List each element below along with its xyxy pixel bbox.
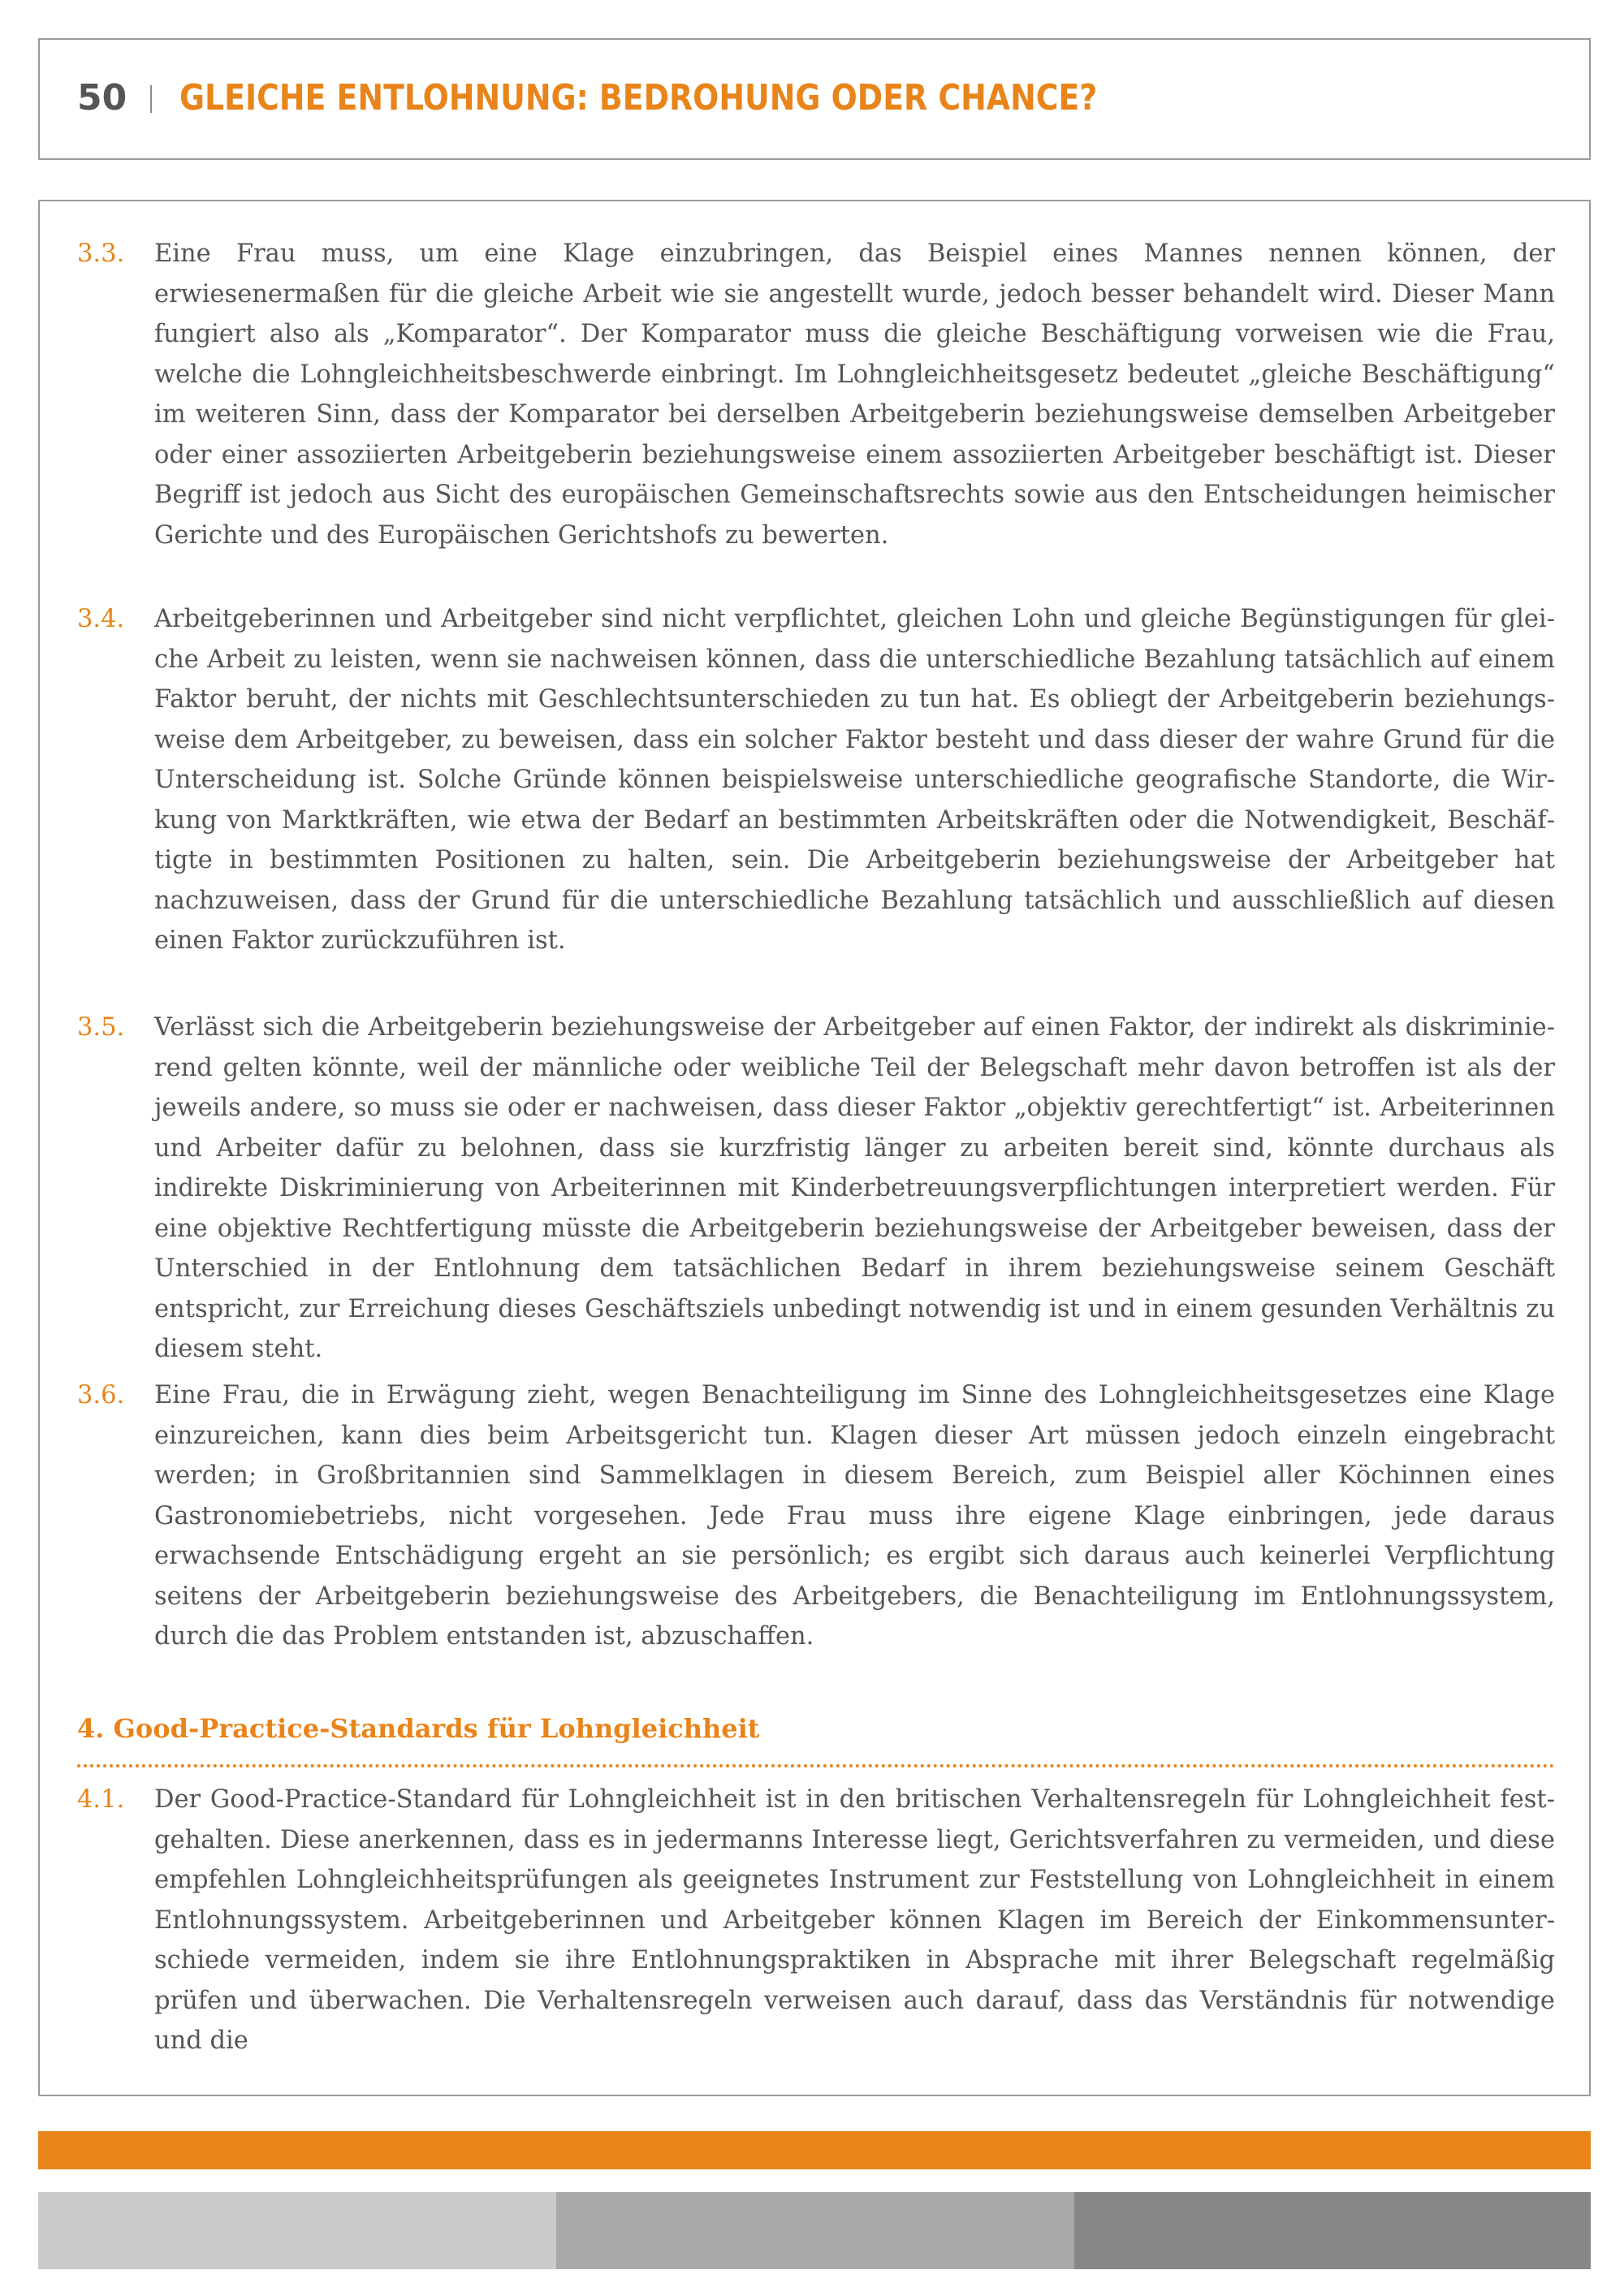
paragraph-number: 3.5.: [77, 1013, 125, 1042]
paragraph-3-6: [77, 1375, 1555, 1657]
paragraph-number: 4.1.: [77, 1785, 125, 1814]
paragraph-text: Arbeitgeberinnen und Arbeitgeber sind nicht verpflichtet, gleichen Lohn und gleiche Begünstigungen für gleiche Arbeit zu leisten, wenn sie nachweisen können, dass die unterschiedliche Bezahlung tatsächlich auf einem Faktor beruht, der nichts mit Geschlechtsunterschieden zu tun hat. Es obliegt der Arbeitgeberin beziehungsweise dem Arbeitgeber, zu beweisen, dass ein solcher Faktor besteht und dass dieser der wahre Grund für die Unterscheidung ist. Solche Gründe können beispielsweise unterschiedliche geografische Standorte, die Wirkung von Marktkräften, wie etwa der Bedarf an bestimmten Arbeitskräften oder die Notwendigkeit, Beschäftigte in bestimmten Positionen zu halten, sein. Die Arbeitgeberin beziehungsweise der Arbeitgeber hat nachzuweisen, dass der Grund für die unterschiedliche Bezahlung tatsächlich und ausschließlich auf diesen einen Faktor zurückzuführen ist.: [154, 605, 1555, 955]
paragraph-text: Eine Frau muss, um eine Klage einzubringen, das Beispiel eines Mannes nennen können, der erwiesenermaßen für die gleiche Arbeit wie sie angestellt wurde, jedoch besser behandelt wird. Dieser Mann fungiert also als „Komparator“. Der Komparator muss die gleiche Beschäftigung vorweisen wie die Frau, welche die Lohngleichheitsbeschwerde einbringt. Im Lohngleichheitsgesetz bedeutet „gleiche Beschäftigung“ im weiteren Sinn, dass der Komparator bei derselben Arbeitgeberin beziehungsweise demselben Arbeitgeber oder einer assoziierten Arbeitgeberin beziehungsweise einem assoziierten Arbeitgeber beschäftigt ist. Dieser Begriff ist jedoch aus Sicht des europäischen Gemeinschaftsrechts sowie aus den Entscheidungen heimischer Gerichte und des Europäischen Gerichtshofs zu bewerten.: [154, 240, 1555, 550]
section-heading: 4. Good-Practice-Standards für Lohngleichheit: [77, 1713, 760, 1744]
page-number: 50: [77, 77, 127, 119]
paragraph-number: 3.4.: [77, 605, 125, 633]
paragraph-3-3: [77, 234, 1555, 555]
page-header: [38, 38, 1591, 160]
paragraph-text: Eine Frau, die in Erwägung zieht, wegen Benachteiligung im Sinne des Lohngleichheitsgesetzes eine Klage einzureichen, kann dies beim Arbeitsgericht tun. Klagen dieser Art müssen jedoch einzeln eingebracht werden; in Großbritannien sind Sammelklagen in diesem Bereich, zum Beispiel aller Köchinnen eines Gastronomiebetriebs, nicht vorgesehen. Jede Frau muss ihre eigene Klage einbringen, jede daraus erwachsende Entschädigung ergeht an sie persönlich; es ergibt sich daraus auch keinerlei Verpflichtung seitens der Arbeitgeberin beziehungsweise des Arbeitgebers, die Benachteiligung im Entlohnungssystem, durch die das Problem entstanden ist, abzuschaffen.: [154, 1381, 1555, 1651]
chapter-title: GLEICHE ENTLOHNUNG: BEDROHUNG ODER CHANCE?: [179, 77, 1098, 119]
header-divider: [150, 85, 152, 113]
paragraph-text: Verlässt sich die Arbeitgeberin beziehungsweise der Arbeitgeber auf einen Faktor, der indirekt als diskriminierend gelten könnte, weil der männliche oder weibliche Teil der Belegschaft mehr davon betroffen ist als der jeweils andere, so muss sie oder er nachweisen, dass dieser Faktor „objektiv gerechtfertigt“ ist. Arbeiterinnen und Arbeiter dafür zu belohnen, dass sie kurzfristig länger zu arbeiten bereit sind, könnte durchaus als indirekte Diskriminierung von Arbeiterinnen mit Kinderbetreuungsverpflichtungen interpretiert werden. Für eine objektive Rechtfertigung müsste die Arbeitgeberin beziehungsweise der Arbeitgeber beweisen, dass der Unterschied in der Entlohnung dem tatsächlichen Bedarf in ihrem beziehungsweise seinem Geschäft entspricht, zur Erreichung dieses Geschäftsziels unbedingt notwendig ist und in einem gesunden Verhältnis zu diesem steht.: [154, 1013, 1555, 1363]
paragraph-4-1: [77, 1780, 1555, 2061]
paragraph-number: 3.6.: [77, 1381, 125, 1409]
footer-band-mid: [556, 2192, 1074, 2269]
dotted-divider: [77, 1764, 1555, 1767]
footer-band-dark: [1074, 2192, 1591, 2269]
paragraph-3-4: [77, 599, 1555, 961]
footer-band-light: [38, 2192, 556, 2269]
content-box: [38, 200, 1591, 2096]
paragraph-3-5: [77, 1008, 1555, 1370]
paragraph-text: Der Good-Practice-Standard für Lohngleichheit ist in den britischen Verhaltensregeln für Lohngleichheit festgehalten. Diese anerkennen, dass es in jedermanns Interesse liegt, Gerichtsverfahren zu vermeiden, und diese empfehlen Lohngleichheitsprüfungen als geeignetes Instrument zur Feststellung von Lohngleichheit in einem Entlohnungssystem. Arbeitgeberinnen und Arbeitgeber können Klagen im Bereich der Einkommensunterschiede vermeiden, indem sie ihre Entlohnungspraktiken in Absprache mit ihrer Belegschaft regelmäßig prüfen und überwachen. Die Verhaltensregeln verweisen auch darauf, dass das Verständnis für notwendige und die: [154, 1785, 1555, 2055]
paragraph-number: 3.3.: [77, 240, 125, 268]
footer-accent-bar: [38, 2131, 1591, 2169]
